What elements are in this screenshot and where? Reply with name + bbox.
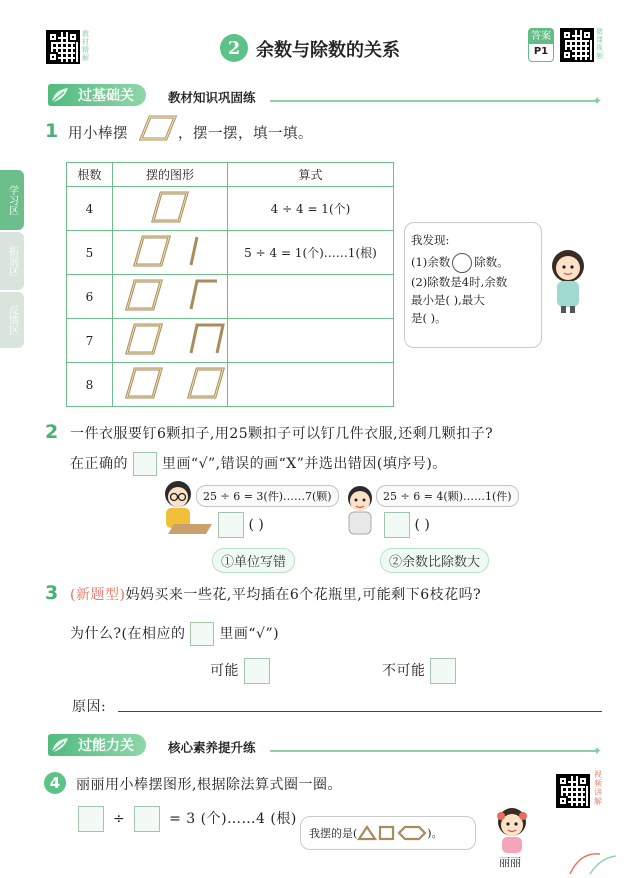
girl-avatar [545,246,591,318]
q4-equation [78,806,297,832]
lili-name: 丽丽 [499,856,521,869]
bubble-text-a: 我摆的是( [309,827,358,840]
table-cell-shape [113,231,228,275]
discover-line4: 是( )。 [411,311,447,325]
q1-text-a: 用小棒摆 [68,126,128,142]
leaf-icon [50,86,70,104]
q4-number [44,772,66,794]
bubble-text-b: )。 [427,827,443,840]
page-title: 余数与除数的关系 [256,40,400,61]
reason-answer-line[interactable] [118,711,602,712]
reason-paren-a[interactable]: ( ) [248,517,264,533]
triangle-icon[interactable] [357,825,377,841]
answer-box[interactable] [190,622,214,646]
q2-line2 [70,452,447,476]
q1-text-b: ，摆一摆，填一填。 [178,126,313,142]
q4-eq-text: = 3 (个)……4 (根) [169,811,297,827]
table-cell-shape [113,187,228,231]
section1-banner-title: 过基础关 [48,84,146,106]
star-icon: ✦ [592,744,603,758]
discover-line2: (2)除数是4时,余数 [411,275,508,289]
table-cell-shape [113,275,228,319]
star-icon: ✦ [592,94,603,108]
answer-row-b [384,512,430,538]
answer-row-a [218,512,264,538]
table-cell-count: 5 [67,231,113,275]
side-tab-extend[interactable]: 拓展区 [0,232,24,290]
reason-option-2: ②余数比除数大 [380,548,489,573]
discover-bubble [404,222,542,348]
option-possible [210,658,270,684]
reason-paren-b[interactable]: ( ) [414,517,430,533]
table-header-shape: 摆的图形 [113,163,228,187]
section1-subtitle: 教材知识巩固练 [168,90,256,105]
q3-line2a: 为什么?(在相应的 [70,626,186,642]
q3-line1-text: 妈妈买来一些花,平均插在6个花瓶里,可能剩下6枝花吗? [125,587,482,603]
hexagon-icon[interactable] [397,825,427,841]
answer-box[interactable] [244,658,270,684]
q2-number: 2 [45,421,59,443]
table-cell-count: 4 [67,187,113,231]
qr-code-right[interactable] [560,28,594,62]
answer-box[interactable] [430,658,456,684]
answer-tag [528,28,554,62]
table-cell-shape [113,319,228,363]
reason-label: 原因: [72,699,107,715]
new-question-tag: (新题型) [70,587,126,603]
div-sign: ÷ [112,811,126,827]
discover-line1 [411,251,535,273]
q3-number: 3 [45,582,59,604]
reason-option-1: ①单位写错 [212,548,295,573]
section2-banner-title: 过能力关 [48,734,146,756]
q2-line1: 一件衣服要钉6颗扣子,用25颗扣子可以钉几件衣服,还剩几颗扣子? [70,426,494,442]
discover-line1a: (1)余数 [411,255,451,269]
section2-rule [270,750,595,752]
dividend-box[interactable] [78,806,104,832]
table-cell-count: 6 [67,275,113,319]
answer-tag-label: 答案 [531,31,551,42]
lili-avatar [492,806,532,860]
qr-right-caption: 微课视频 [596,28,603,60]
answer-page: P1 [533,46,549,57]
q4-text: 丽丽用小棒摆图形,根据除法算式圈一圈。 [76,777,342,793]
lesson-number: 2 [220,34,248,62]
q3-line2b: 里画“√”) [219,626,280,642]
table-cell-formula: 5 ÷ 4 = 1(个)……1(根) [228,231,394,275]
side-tab-feedback[interactable]: 反馈区 [0,292,24,348]
leaf-icon [50,736,70,754]
table-cell-shape [113,363,228,407]
q1-table [66,162,394,407]
table-cell-formula[interactable] [228,363,394,407]
section2-subtitle: 核心素养提升练 [168,740,256,755]
table-cell-formula: 4 ÷ 4 = 1(个) [228,187,394,231]
option-possible-label: 可能 [210,663,239,679]
qr-code-left [46,30,80,64]
discover-line1b: 除数。 [474,255,509,269]
qr-video-caption: 视频讲解 [594,770,602,806]
table-cell-count: 7 [67,319,113,363]
boy-avatar [342,484,378,542]
divisor-box[interactable] [134,806,160,832]
option-impossible-label: 不可能 [382,663,426,679]
table-cell-count: 8 [67,363,113,407]
q3-line2 [70,622,279,646]
qr-left-caption: 教材精解 [82,30,89,62]
discover-title: 我发现: [411,233,450,247]
formula-a: 25 ÷ 6 = 3(件)……7(颗) [196,485,339,507]
table-header-count: 根数 [67,163,113,187]
option-impossible [382,658,456,684]
section1-rule [270,100,595,102]
answer-box[interactable] [384,512,410,538]
side-tab-study[interactable]: 学习区 [0,170,24,230]
answer-box[interactable] [218,512,244,538]
square-icon[interactable] [377,825,397,841]
q2-line2a: 在正确的 [70,456,128,472]
table-cell-formula[interactable] [228,275,394,319]
qr-code-video[interactable] [556,774,590,808]
q4-number-text: 4 [49,774,61,792]
parallelogram-icon [138,114,178,146]
corner-leaves [560,848,620,878]
compare-circle[interactable] [452,253,472,273]
q2-line2b: 里画“√”,错误的画“X”并选出错因(填序号)。 [161,456,447,472]
shape-bubble [300,816,476,850]
answer-box[interactable] [133,452,157,476]
q3-line1 [70,584,481,604]
table-cell-formula[interactable] [228,319,394,363]
discover-line3: 最小是( ),最大 [411,293,485,307]
q1-number: 1 [45,120,59,142]
formula-b: 25 ÷ 6 = 4(颗)……1(件) [376,485,519,507]
table-header-formula: 算式 [228,163,394,187]
